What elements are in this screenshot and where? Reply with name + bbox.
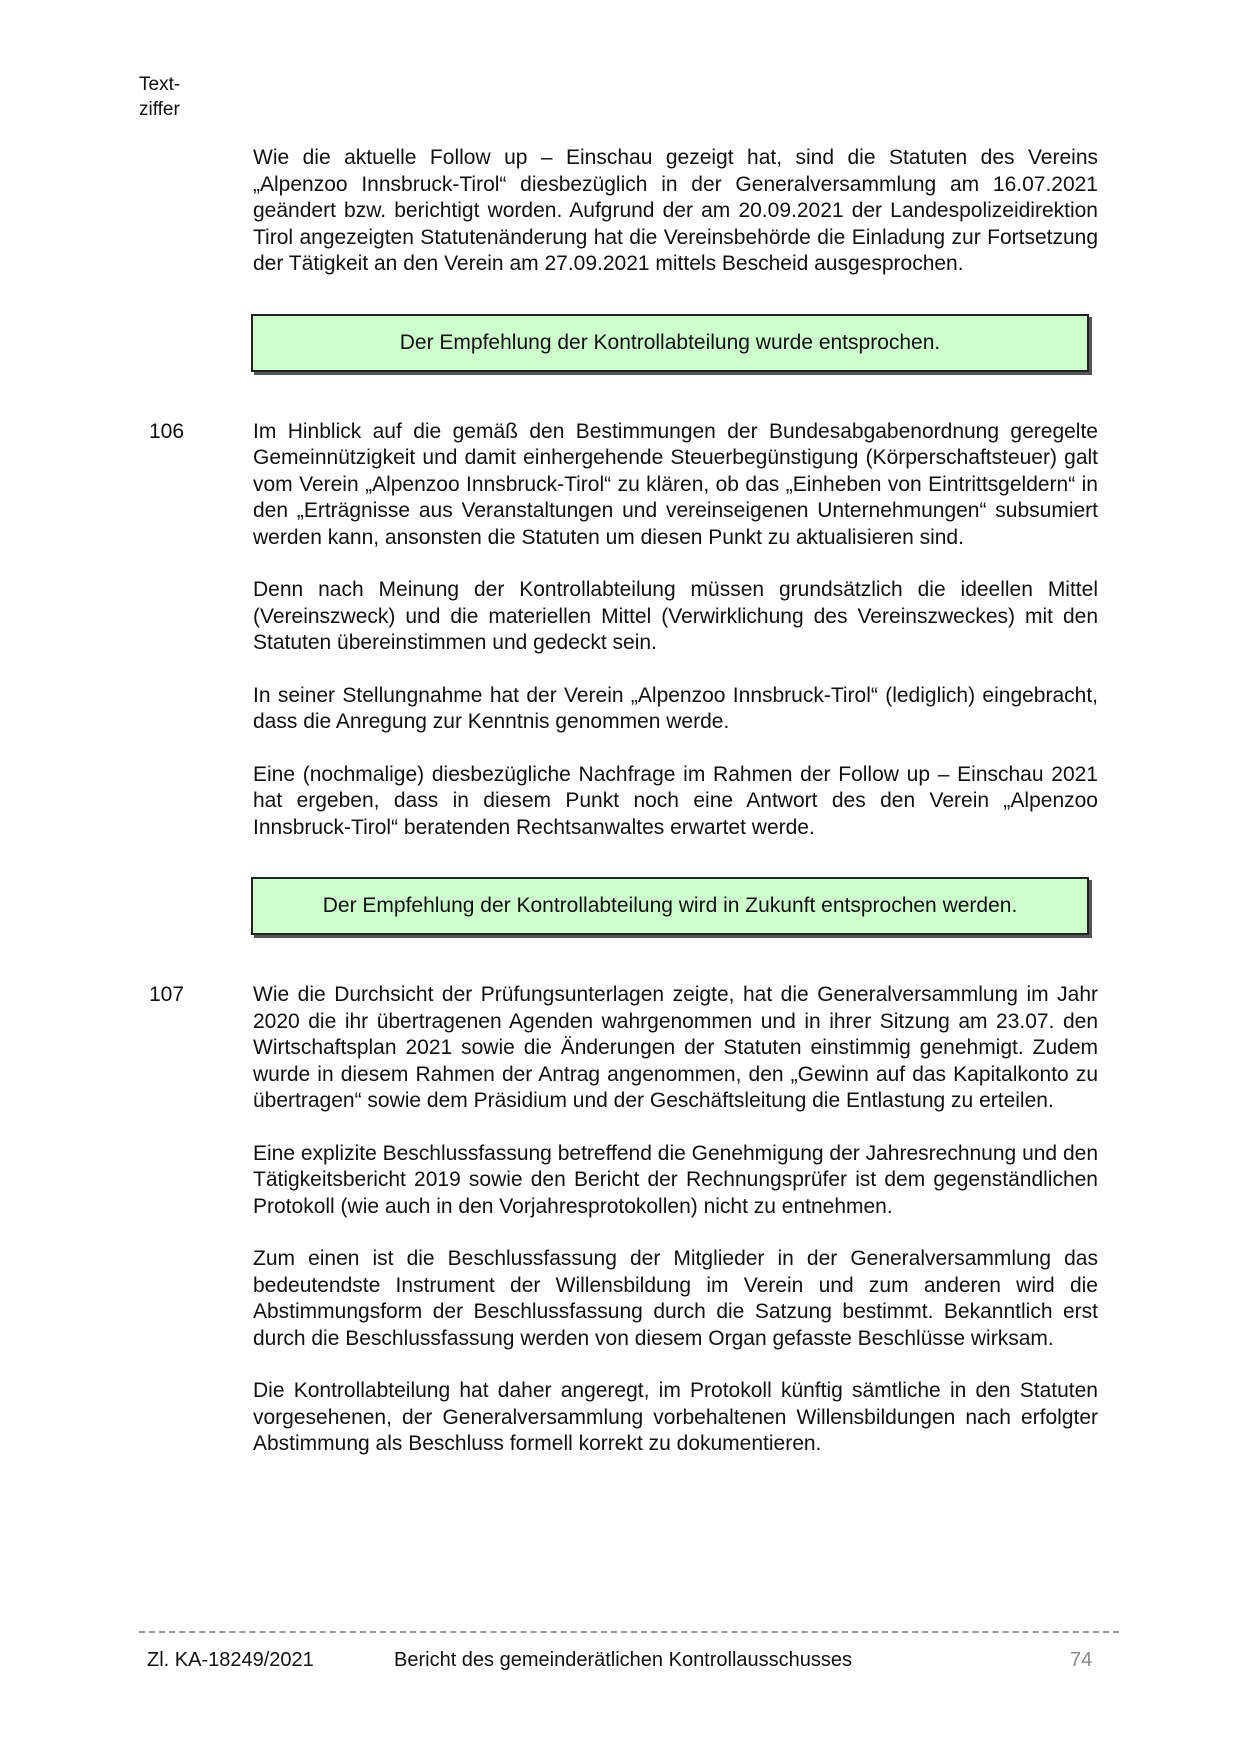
recommendation-status-text: Der Empfehlung der Kontrollabteilung wird in Zukunft entsprochen werden. <box>322 894 1018 917</box>
page-content <box>0 145 1241 1458</box>
footer-title: Bericht des gemeinderätlichen Kontrollausschusses <box>394 1649 853 1671</box>
paragraph: In seiner Stellungnahme hat der Verein „Alpenzoo Innsbruck-Tirol“ (lediglich) eingebracht, dass die Anregung zur Kenntnis genommen werde. <box>253 683 1098 733</box>
paragraph: Wie die Durchsicht der Prüfungsunterlagen zeigte, hat die Generalversammlung im Jahr 2020 die ihr übertragenen Agenden wahrgenommen und in ihrer Sitzung am 23.07. den Wirtschaftsplan 2021 sowie die Änderungen der Statuten einstimmig genehmigt. Zudem wurde in diesem Rahmen der Antrag angenommen, den „Gewinn auf das Kapitalkonto zu übertragen“ sowie dem Präsidium und der Geschäftsleitung die Entlastung zu erteilen. <box>253 983 1098 1112</box>
recommendation-status-box <box>251 877 1089 935</box>
paragraph: Eine (nochmalige) diesbezügliche Nachfrage im Rahmen der Follow up – Einschau 2021 hat ergeben, dass in diesem Punkt noch eine Antwort des den Verein „Alpenzoo Innsbruck-Tirol“ beratenden Rechtsanwaltes erwartet werde. <box>253 762 1098 839</box>
recommendation-status-text: Der Empfehlung der Kontrollabteilung wurde entsprochen. <box>399 330 941 354</box>
paragraph: Die Kontrollabteilung hat daher angeregt, im Protokoll künftig sämtliche in den Statuten vorgesehenen, der Generalversammlung vorbehaltenen Willensbildungen nach erfolgter Abstimmung als Beschluss formell korrekt zu dokumentieren. <box>253 1379 1098 1455</box>
section-107 <box>0 982 1241 1458</box>
footer-reference: Zl. KA-18249/2021 <box>147 1649 314 1671</box>
paragraph: Eine explizite Beschlussfassung betreffend die Genehmigung der Jahresrechnung und den Tätigkeitsbericht 2019 sowie den Bericht der Rechnungsprüfer ist dem gegenständlichen Protokoll (wie auch in den Vorjahresprotokollen) nicht zu entnehmen. <box>253 1141 1098 1218</box>
footer-divider <box>139 1631 1119 1633</box>
paragraph: Wie die aktuelle Follow up – Einschau gezeigt hat, sind die Statuten des Vereins „Alpenzoo Innsbruck-Tirol“ diesbezüglich in der Generalversammlung am 16.07.2021 geändert bzw. berichtigt worden. Aufgrund der am 20.09.2021 der Landespolizeidirektion Tirol angezeigten Statutenänderung hat die Vereinsbehörde die Einladung zur Fortsetzung der Tätigkeit an den Verein am 27.09.2021 mittels Bescheid ausgesprochen. <box>253 146 1098 275</box>
margin-label-textziffer: Text- ziffer <box>139 74 181 120</box>
textziffer-number: 107 <box>149 983 185 1006</box>
section-106 <box>0 419 1241 936</box>
page-number: 74 <box>1070 1649 1093 1671</box>
section-intro <box>0 145 1241 372</box>
paragraph: Zum einen ist die Beschlussfassung der Mitglieder in der Generalversammlung das bedeutendste Instrument der Willensbildung im Verein und zum anderen wird die Abstimmungsform der Beschlussfassung durch die Satzung bestimmt. Bekanntlich erst durch die Beschlussfassung werden von diesem Organ gefasste Beschlüsse wirksam. <box>253 1247 1098 1350</box>
paragraph: Denn nach Meinung der Kontrollabteilung müssen grundsätzlich die ideellen Mittel (Vereinszweck) und die materiellen Mittel (Verwirklichung des Vereinszweckes) mit den Statuten übereinstimmen und gedeckt sein. <box>253 578 1098 654</box>
recommendation-status-box <box>251 314 1089 372</box>
paragraph: Im Hinblick auf die gemäß den Bestimmungen der Bundesabgabenordnung geregelte Gemeinnützigkeit und damit einhergehende Steuerbegünstigung (Körperschaftsteuer) galt vom Verein „Alpenzoo Innsbruck-Tirol“ zu klären, ob das „Einheben von Eintrittsgeldern“ in den „Erträgnisse aus Veranstaltungen und vereinseigenen Unternehmungen“ subsumiert werden kann, ansonsten die Statuten um diesen Punkt zu aktualisieren sind. <box>253 419 1098 549</box>
textziffer-number: 106 <box>149 419 185 443</box>
